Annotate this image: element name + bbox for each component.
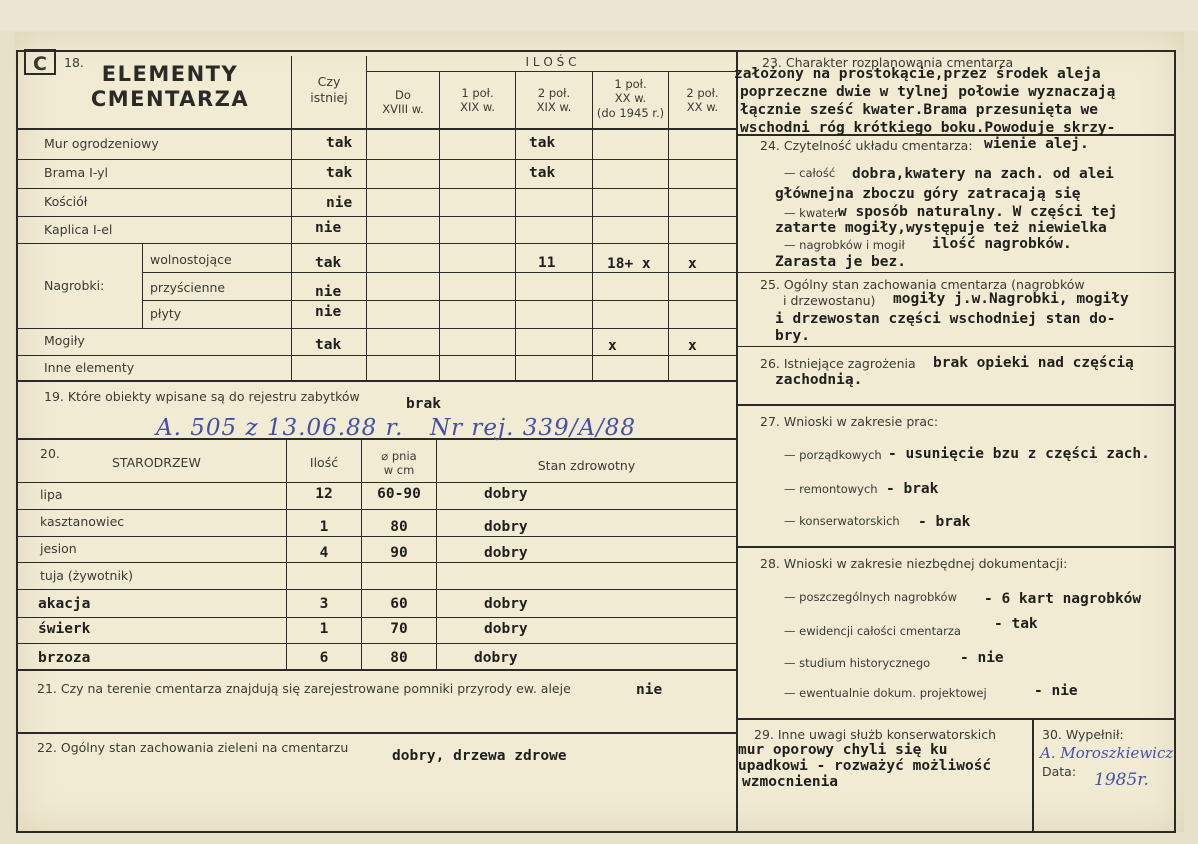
tree-count: 4 bbox=[319, 545, 329, 561]
mogily-20b-value: x bbox=[688, 338, 697, 354]
tree-diameter: 80 bbox=[390, 519, 408, 535]
tree-name: akacja bbox=[38, 596, 91, 612]
mogily-20a-value: x bbox=[608, 338, 617, 354]
date-handwritten: 1985r. bbox=[1094, 770, 1149, 790]
mur-exists-value: tak bbox=[326, 135, 353, 151]
brama-19b-value: tak bbox=[529, 165, 556, 181]
section-25-line: i drzewostan części wschodniej stan do- bbox=[775, 311, 1116, 327]
tree-health: dobry bbox=[484, 486, 528, 502]
section-22-label: 22. Ogólny stan zachowania zieleni na cmentarzu bbox=[37, 740, 349, 755]
row-brama-label: Brama I-yl bbox=[44, 165, 109, 180]
section-18-number: 18. bbox=[64, 55, 84, 70]
sub-calosc-label: — całość bbox=[784, 166, 836, 180]
tree-health: dobry bbox=[484, 519, 528, 535]
section-20-number: 20. bbox=[40, 446, 60, 461]
section-25-label: 25. Ogólny stan zachowania cmentarza (nagrobków bbox=[760, 277, 1085, 292]
section-23-line: wschodni róg krótkiego boku.Powoduje skrzy- bbox=[740, 120, 1116, 136]
tree-name: tuja (żywotnik) bbox=[40, 568, 134, 583]
tree-count: 1 bbox=[319, 621, 329, 637]
wolno-exists-value: tak bbox=[315, 255, 342, 271]
s28-item-value: - nie bbox=[960, 650, 1004, 666]
section-23-line: poprzeczne dwie w tylnej połowie wyznaczają bbox=[740, 84, 1116, 100]
s28-item-value: - tak bbox=[994, 616, 1038, 632]
sub-kwater-label: — kwater bbox=[784, 206, 839, 220]
row-kaplica-label: Kaplica I-el bbox=[44, 222, 113, 237]
section-26-line: brak opieki nad częścią bbox=[933, 355, 1134, 371]
row-wolno-label: wolnostojące bbox=[150, 252, 232, 267]
tree-count: 6 bbox=[319, 650, 329, 666]
section-25-line: mogiły j.w.Nagrobki, mogiły bbox=[893, 291, 1129, 307]
col-20b-header: 2 poł. XX w. bbox=[686, 86, 719, 115]
section-24-continuation: wienie alej. bbox=[984, 136, 1089, 152]
tree-health: dobry bbox=[484, 545, 528, 561]
section-21-label: 21. Czy na terenie cmentarza znajdują się zarejestrowane pomniki przyrody ew. aleje bbox=[37, 681, 571, 696]
row-nagrobki-label: Nagrobki: bbox=[44, 278, 105, 293]
section-23-line: założony na prostokącie,przez środek aleja bbox=[734, 66, 1101, 82]
ilosc-header: I L O Ś C bbox=[525, 55, 577, 69]
section-30-label: 30. Wypełnił: bbox=[1042, 727, 1124, 742]
section-25-label-2: i drzewostanu) bbox=[783, 293, 876, 308]
row-przysc-label: przyścienne bbox=[150, 280, 226, 295]
tree-health-header: Stan zdrowotny bbox=[537, 458, 636, 473]
row-plyty-label: płyty bbox=[150, 306, 182, 321]
tree-diameter: 60 bbox=[390, 596, 408, 612]
tree-count-header: Ilość bbox=[309, 455, 339, 470]
section-21-value: nie bbox=[636, 682, 663, 698]
s28-item-label: — ewidencji całości cmentarza bbox=[784, 624, 961, 638]
col-19a-header: 1 poł. XIX w. bbox=[460, 86, 495, 115]
section-24-label: 24. Czytelność układu cmentarza: bbox=[760, 138, 973, 153]
tree-count: 3 bbox=[319, 596, 329, 612]
tree-diameter: 60-90 bbox=[377, 486, 421, 502]
s28-item-value: - nie bbox=[1034, 683, 1078, 699]
tree-name: brzoza bbox=[38, 650, 91, 666]
tree-name: jesion bbox=[40, 541, 77, 556]
wolno-20a-value: 18+ x bbox=[607, 256, 651, 272]
row-mur-label: Mur ogrodzeniowy bbox=[44, 136, 159, 151]
registry-handwritten-note: A. 505 z 13.06.88 r. bbox=[156, 415, 404, 441]
s27-item-label: — porządkowych bbox=[784, 448, 882, 462]
filled-by-signature: A. Moroszkiewicz bbox=[1040, 744, 1174, 762]
tree-name: lipa bbox=[40, 487, 63, 502]
sub-nagrobkow-label: — nagrobków i mogił bbox=[784, 238, 905, 252]
section-26-line: zachodnią. bbox=[775, 372, 863, 388]
scan-top-band bbox=[0, 0, 1198, 30]
section-letter: C bbox=[24, 49, 56, 75]
przysc-exists-value: nie bbox=[315, 284, 342, 300]
section-19-label: 19. Które obiekty wpisane są do rejestru zabytków bbox=[44, 389, 360, 404]
registry-number-handwritten: Nr rej. 339/A/88 bbox=[430, 415, 637, 441]
row-inne-label: Inne elementy bbox=[44, 360, 135, 375]
mogily-exists-value: tak bbox=[315, 337, 342, 353]
mur-19b-value: tak bbox=[529, 135, 556, 151]
s28-item-label: — ewentualnie dokum. projektowej bbox=[784, 686, 987, 700]
s28-item-label: — studium historycznego bbox=[784, 656, 931, 670]
section-27-label: 27. Wnioski w zakresie prac: bbox=[760, 414, 939, 429]
date-label: Data: bbox=[1042, 764, 1077, 779]
section-24-line: głównejna zboczu góry zatracają się bbox=[775, 186, 1081, 202]
section-18-title: ELEMENTY CMENTARZA bbox=[90, 62, 250, 112]
wolno-20b-value: x bbox=[688, 256, 697, 272]
brama-exists-value: tak bbox=[326, 165, 353, 181]
section-19-value: brak bbox=[406, 396, 441, 412]
section-29-line: upadkowi - rozważyć możliwość bbox=[738, 758, 992, 774]
row-mogily-label: Mogiły bbox=[44, 333, 85, 348]
col-exists-header: Czy istniej bbox=[310, 74, 348, 105]
tree-health: dobry bbox=[474, 650, 518, 666]
section-23-label: 23. Charakter rozplanowania cmentarza bbox=[762, 55, 1014, 70]
tree-health: dobry bbox=[484, 621, 528, 637]
s28-item-value: - 6 kart nagrobków bbox=[984, 591, 1142, 607]
tree-health: dobry bbox=[484, 596, 528, 612]
section-20-header: STARODRZEW bbox=[112, 455, 201, 470]
section-24-line: Zarasta je bez. bbox=[775, 254, 906, 270]
kaplica-exists-value: nie bbox=[315, 220, 342, 236]
section-29-line: mur oporowy chyli się ku bbox=[738, 742, 948, 758]
tree-diameter-header: ⌀ pnia w cm bbox=[381, 449, 417, 478]
section-25-line: bry. bbox=[775, 328, 810, 344]
row-kosciol-label: Kościół bbox=[44, 194, 88, 209]
tree-diameter: 80 bbox=[390, 650, 408, 666]
tree-name: kasztanowiec bbox=[40, 514, 125, 529]
section-24-line: w sposób naturalny. W części tej bbox=[838, 204, 1118, 220]
col-20a-header: 1 poł. XX w. (do 1945 r.) bbox=[596, 77, 665, 120]
section-22-value: dobry, drzewa zdrowe bbox=[392, 748, 567, 764]
s27-item-value: - brak bbox=[886, 481, 939, 497]
wolno-19b-value: 11 bbox=[538, 255, 556, 271]
section-26-label: 26. Istniejące zagrożenia bbox=[760, 356, 916, 371]
tree-name: świerk bbox=[38, 621, 91, 637]
tree-diameter: 90 bbox=[390, 545, 408, 561]
s27-item-value: - brak bbox=[918, 514, 971, 530]
tree-diameter: 70 bbox=[390, 621, 408, 637]
col-to18-header: Do XVIII w. bbox=[382, 88, 424, 117]
s27-item-value: - usunięcie bzu z części zach. bbox=[888, 446, 1150, 462]
kosciol-exists-value: nie bbox=[326, 195, 353, 211]
s27-item-label: — konserwatorskich bbox=[784, 514, 900, 528]
tree-count: 1 bbox=[319, 519, 329, 535]
section-28-label: 28. Wnioski w zakresie niezbędnej dokumentacji: bbox=[760, 556, 1068, 571]
section-29-line: wzmocnienia bbox=[742, 774, 839, 790]
section-23-line: łącznie sześć kwater.Brama przesunięta we bbox=[740, 102, 1098, 118]
plyty-exists-value: nie bbox=[315, 304, 342, 320]
section-24-line: ilość nagrobków. bbox=[932, 236, 1072, 252]
section-24-line: dobra,kwatery na zach. od alei bbox=[852, 166, 1114, 182]
s28-item-label: — poszczególnych nagrobków bbox=[784, 590, 957, 604]
section-29-label: 29. Inne uwagi służb konserwatorskich bbox=[754, 727, 996, 742]
col-19b-header: 2 poł. XIX w. bbox=[536, 86, 572, 115]
tree-count: 12 bbox=[315, 486, 333, 502]
s27-item-label: — remontowych bbox=[784, 482, 878, 496]
section-24-line: zatarte mogiły,występuje też niewielka bbox=[775, 220, 1107, 236]
